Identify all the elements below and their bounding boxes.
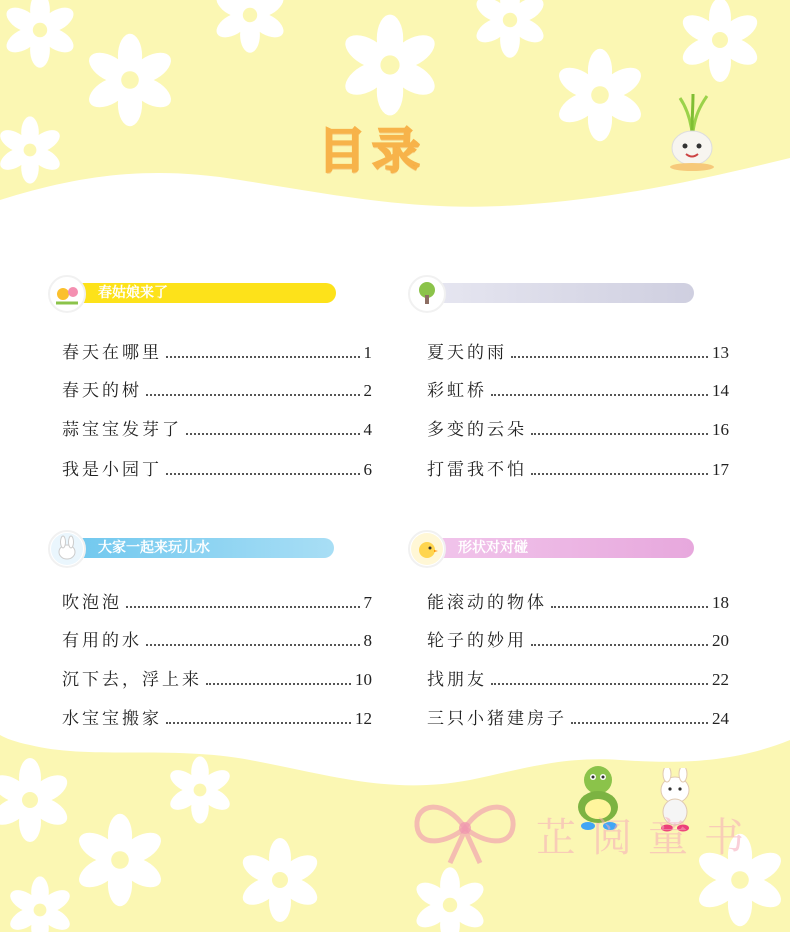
toc-entry-page: 2 [363,381,372,400]
toc-entry-title: 有用的水 [62,631,142,651]
toc-entry-title: 能滚动的物体 [427,593,547,613]
toc-entry-title: 我是小园丁 [62,460,162,480]
toc-entry-title: 彩虹桥 [427,381,487,401]
toc-entry[interactable] [427,415,729,439]
dot-leader [166,721,351,724]
bunny-icon [48,530,86,568]
toc-entry[interactable] [62,665,372,689]
toc-entry[interactable] [62,338,372,362]
toc-entry-title: 沉下去，浮上来 [62,670,202,690]
toc-entry-page: 4 [363,420,372,439]
section-header-spring [50,283,336,303]
dot-leader [186,432,360,435]
toc-entry[interactable] [427,588,729,612]
dot-leader [146,643,360,646]
toc-entry-title: 春天的树 [62,381,142,401]
watermark-text: 芷阅童书 [536,815,760,861]
toc-entry[interactable] [62,588,372,612]
toc-entry-page: 18 [712,593,729,612]
toc-entry-title: 多变的云朵 [427,420,527,440]
dot-leader [126,605,360,608]
toc-entry-title: 吹泡泡 [62,593,122,613]
chick-icon [408,530,446,568]
dot-leader [491,393,708,396]
toc-entry-title: 夏天的雨 [427,343,507,363]
garlic-mascot-icon [662,92,722,172]
toc-entry[interactable] [427,704,729,728]
toc-entry-page: 8 [363,631,372,650]
toc-entry[interactable] [427,376,729,400]
toc-entry[interactable] [427,626,729,650]
flower-sun-icon [48,275,86,313]
dot-leader [166,355,360,358]
dot-leader [531,643,708,646]
section-header-water [50,538,334,558]
toc-entry-page: 10 [355,670,372,689]
section-header-summer [410,283,694,303]
toc-entry-title: 打雷我不怕 [427,460,527,480]
dot-leader [551,605,708,608]
toc-entry-title: 水宝宝搬家 [62,709,162,729]
toc-entry-page: 6 [363,460,372,479]
dot-leader [491,682,708,685]
toc-entry-page: 13 [712,343,729,362]
dot-leader [531,432,708,435]
toc-entry[interactable] [62,626,372,650]
toc-entry[interactable] [427,455,729,479]
section-label: 形状对对碰 [458,540,528,556]
dot-leader [531,472,708,475]
toc-entry[interactable] [62,376,372,400]
toc-entry-page: 1 [363,343,372,362]
toc-entry-page: 17 [712,460,729,479]
section-label: 大家一起来玩儿水 [98,540,210,556]
toc-entry[interactable] [427,338,729,362]
toc-entry-page: 7 [363,593,372,612]
toc-entry-page: 16 [712,420,729,439]
dot-leader [146,393,360,396]
dot-leader [166,472,360,475]
toc-entry-title: 蒜宝宝发芽了 [62,420,182,440]
tree-icon [408,275,446,313]
dot-leader [511,355,708,358]
toc-entry[interactable] [62,704,372,728]
toc-entry-page: 22 [712,670,729,689]
toc-entry-title: 轮子的妙用 [427,631,527,651]
section-label: 春姑娘来了 [98,285,168,301]
toc-entry[interactable] [62,455,372,479]
toc-entry-page: 14 [712,381,729,400]
section-header-shapes [410,538,694,558]
page-title: 目录 [318,123,427,179]
toc-entry-page: 20 [712,631,729,650]
toc-entry-page: 24 [712,709,729,728]
toc-entry-title: 春天在哪里 [62,343,162,363]
toc-entry[interactable] [427,665,729,689]
dot-leader [571,721,708,724]
toc-entry-title: 三只小猪建房子 [427,709,567,729]
dot-leader [206,682,351,685]
bow-logo-icon [405,788,525,868]
toc-entry[interactable] [62,415,372,439]
toc-entry-page: 12 [355,709,372,728]
toc-entry-title: 找朋友 [427,670,487,690]
